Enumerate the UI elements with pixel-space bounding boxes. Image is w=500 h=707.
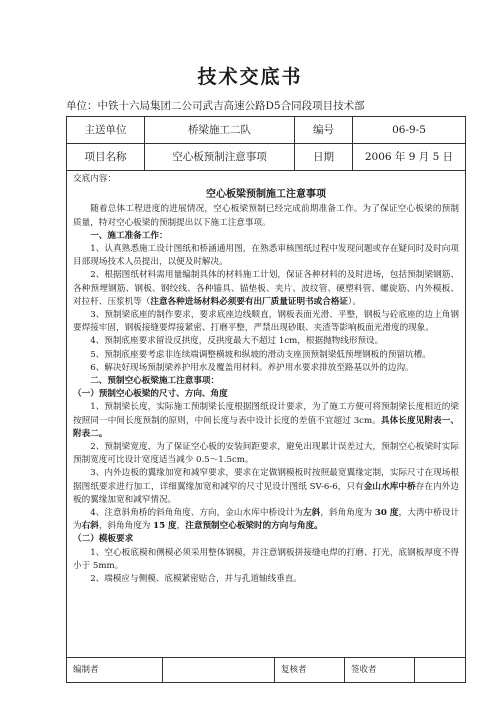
value-number: 06-9-5: [392, 124, 426, 136]
label-prepared-by: 编制者: [67, 658, 163, 682]
item-1-4: 4、预制底座要求留设反拱度，反拱度最大不超过 1cm，根据抛物线形预设。: [90, 336, 384, 347]
item-2-1-4-d: 30 度: [374, 508, 399, 519]
item-2-1-3-text: 3、内外边板的翼缘加宽和减窄要求，要求在定做钢模板时按照最宽翼缘定制，实际尺寸在现场根据图纸要求进行加工，详细翼缘加宽和减窄的尺寸见设计图纸 SV-6-6，只有: [73, 468, 459, 492]
item-2-1-4-i: ，: [176, 521, 186, 532]
value-project: 空心板预制注意事项: [145, 144, 295, 170]
item-2-1-4-c: ，斜角角度为: [320, 508, 375, 519]
item-1-2-tail: ）。: [348, 296, 361, 307]
document-title: 技术交底书: [197, 66, 303, 88]
section-2-title: 二、预制空心板梁施工注意事项：: [90, 376, 220, 387]
received-by-value: [415, 658, 465, 682]
section-1-title: 一、施工准备工作：: [90, 230, 168, 241]
item-2-1-3: [73, 467, 459, 507]
item-2-1-4-e: ，大湾中桥设计为: [73, 508, 459, 532]
item-1-5: 5、预制底座要考虑非连续端调整横坡和纵坡的滑动支座顶预制梁低预埋钢板的预留坑槽。: [90, 349, 431, 360]
item-1-2-text: 2、根据图纸材料需用量编制具体的材料施工计划，保证各种材料的及时进场，包括预制梁钢筋、各种预埋钢筋、钢板、钢绞线、各种锚具、锚垫板、夹片、波纹管、硬塑料管、螺旋筋、内外模板、对拉杆、压浆机等（: [73, 270, 459, 307]
item-2-1-1: [73, 401, 459, 441]
header-row-1: [67, 117, 465, 144]
label-number: 编号: [295, 117, 353, 143]
item-2-1-4-a: 4、注意斜角桥的斜角角度、方向，金山水库中桥设计为: [90, 508, 304, 519]
subsection-2-2-title: （二）模板要求: [73, 534, 134, 545]
label-date: 日期: [295, 144, 353, 170]
label-received-by: 签收者: [345, 658, 415, 682]
content-body: [73, 173, 459, 586]
header-row-2: [67, 144, 465, 171]
label-reviewed-by: 复核者: [275, 658, 345, 682]
content-label: 交底内容：: [73, 174, 116, 184]
item-2-1-3-bridge: 金山水库中桥: [363, 481, 416, 492]
item-2-2-2: 2、端模应与侧模、底模紧密贴合，并与孔道轴线垂直。: [90, 574, 302, 585]
value-date: 2006 年 9 月 5 日: [364, 151, 454, 163]
item-2-1-4-f: 右斜: [81, 521, 99, 532]
item-1-1: 1、认真熟悉施工设计图纸和桥涵通用图，在熟悉审核图纸过程中发现问题或存在疑问时及时向项目部现场技术人员提出，以便及时解决。: [73, 244, 459, 268]
item-1-2: [73, 269, 459, 309]
label-project: 项目名称: [67, 144, 145, 170]
label-recipient: 主送单位: [67, 117, 145, 143]
item-2-1-4-j: 注意预制空心板梁时的方向与角度。: [185, 521, 323, 532]
item-2-1-4-g: ，斜角角度为: [98, 521, 154, 532]
subsection-2-1-title: （一）预制空心板梁的尺寸、方向、角度: [73, 389, 228, 400]
item-2-1-4-b: 左斜: [303, 508, 321, 519]
form-table: [66, 116, 466, 683]
item-2-1-2: 2、预制梁宽度，为了保证空心板的安装间距要求，避免出现累计误差过大，预制空心板梁时实际预制宽度可比设计宽度适当减少 0.5～1.5cm。: [73, 442, 459, 466]
item-2-2-1: 1、空心板底模和侧模必须采用整体钢模，并注意钢板拼接缝电焊的打磨、打光，底钢板厚度不得小于 5mm。: [73, 547, 459, 571]
item-2-1-3-tail: 存在内外边板的翼缘加宽和减窄情况。: [73, 481, 459, 505]
item-2-1-4: [73, 507, 459, 533]
item-1-2-emphasis: 注意各种进场材料必须要有出厂质量证明书或合格证: [150, 296, 349, 307]
signature-row: [67, 657, 465, 682]
unit-line: 单位：中铁十六局集团二公司武吉高速公路D5合同段项目技术部: [66, 100, 365, 112]
item-1-6: 6、解决好现场预制梁养护用水及覆盖用材料。养护用水要求排放至路基以外的边沟。: [90, 362, 414, 373]
intro-paragraph: 随着总体工程进度的进展情况，空心板梁预制已经完成前期准备工作。为了保证空心板梁的预制质量，特对空心板梁的预制提出以下施工注意事项。: [73, 204, 459, 228]
item-1-3: 3、预制梁底座的制作要求，要求底座边线顺直，钢板表面光滑、平整，钢板与砼底座的边上角钢要焊接牢固，钢板接缝要焊接紧密、打磨平整，严禁出现砂眼、夹渣等影响板面光滑度的现象。: [73, 310, 459, 334]
item-2-1-4-h: 15 度: [153, 521, 177, 532]
item-2-1-1-text: 1、预制梁长度，实际施工预制梁长度根据图纸设计要求，为了施工方便可将预制梁长度相近的梁按照同一中间长度预制的原则，中间长度与表中设计长度的差值不宜超过 3cm。: [73, 402, 459, 426]
content-center-title: 空心板梁预制施工注意事项: [206, 189, 326, 201]
item-2-1-1-emphasis: 具体长度见附表一、附表二。: [73, 415, 459, 439]
value-recipient: 桥梁施工二队: [145, 117, 295, 143]
prepared-by-value: [163, 658, 275, 682]
